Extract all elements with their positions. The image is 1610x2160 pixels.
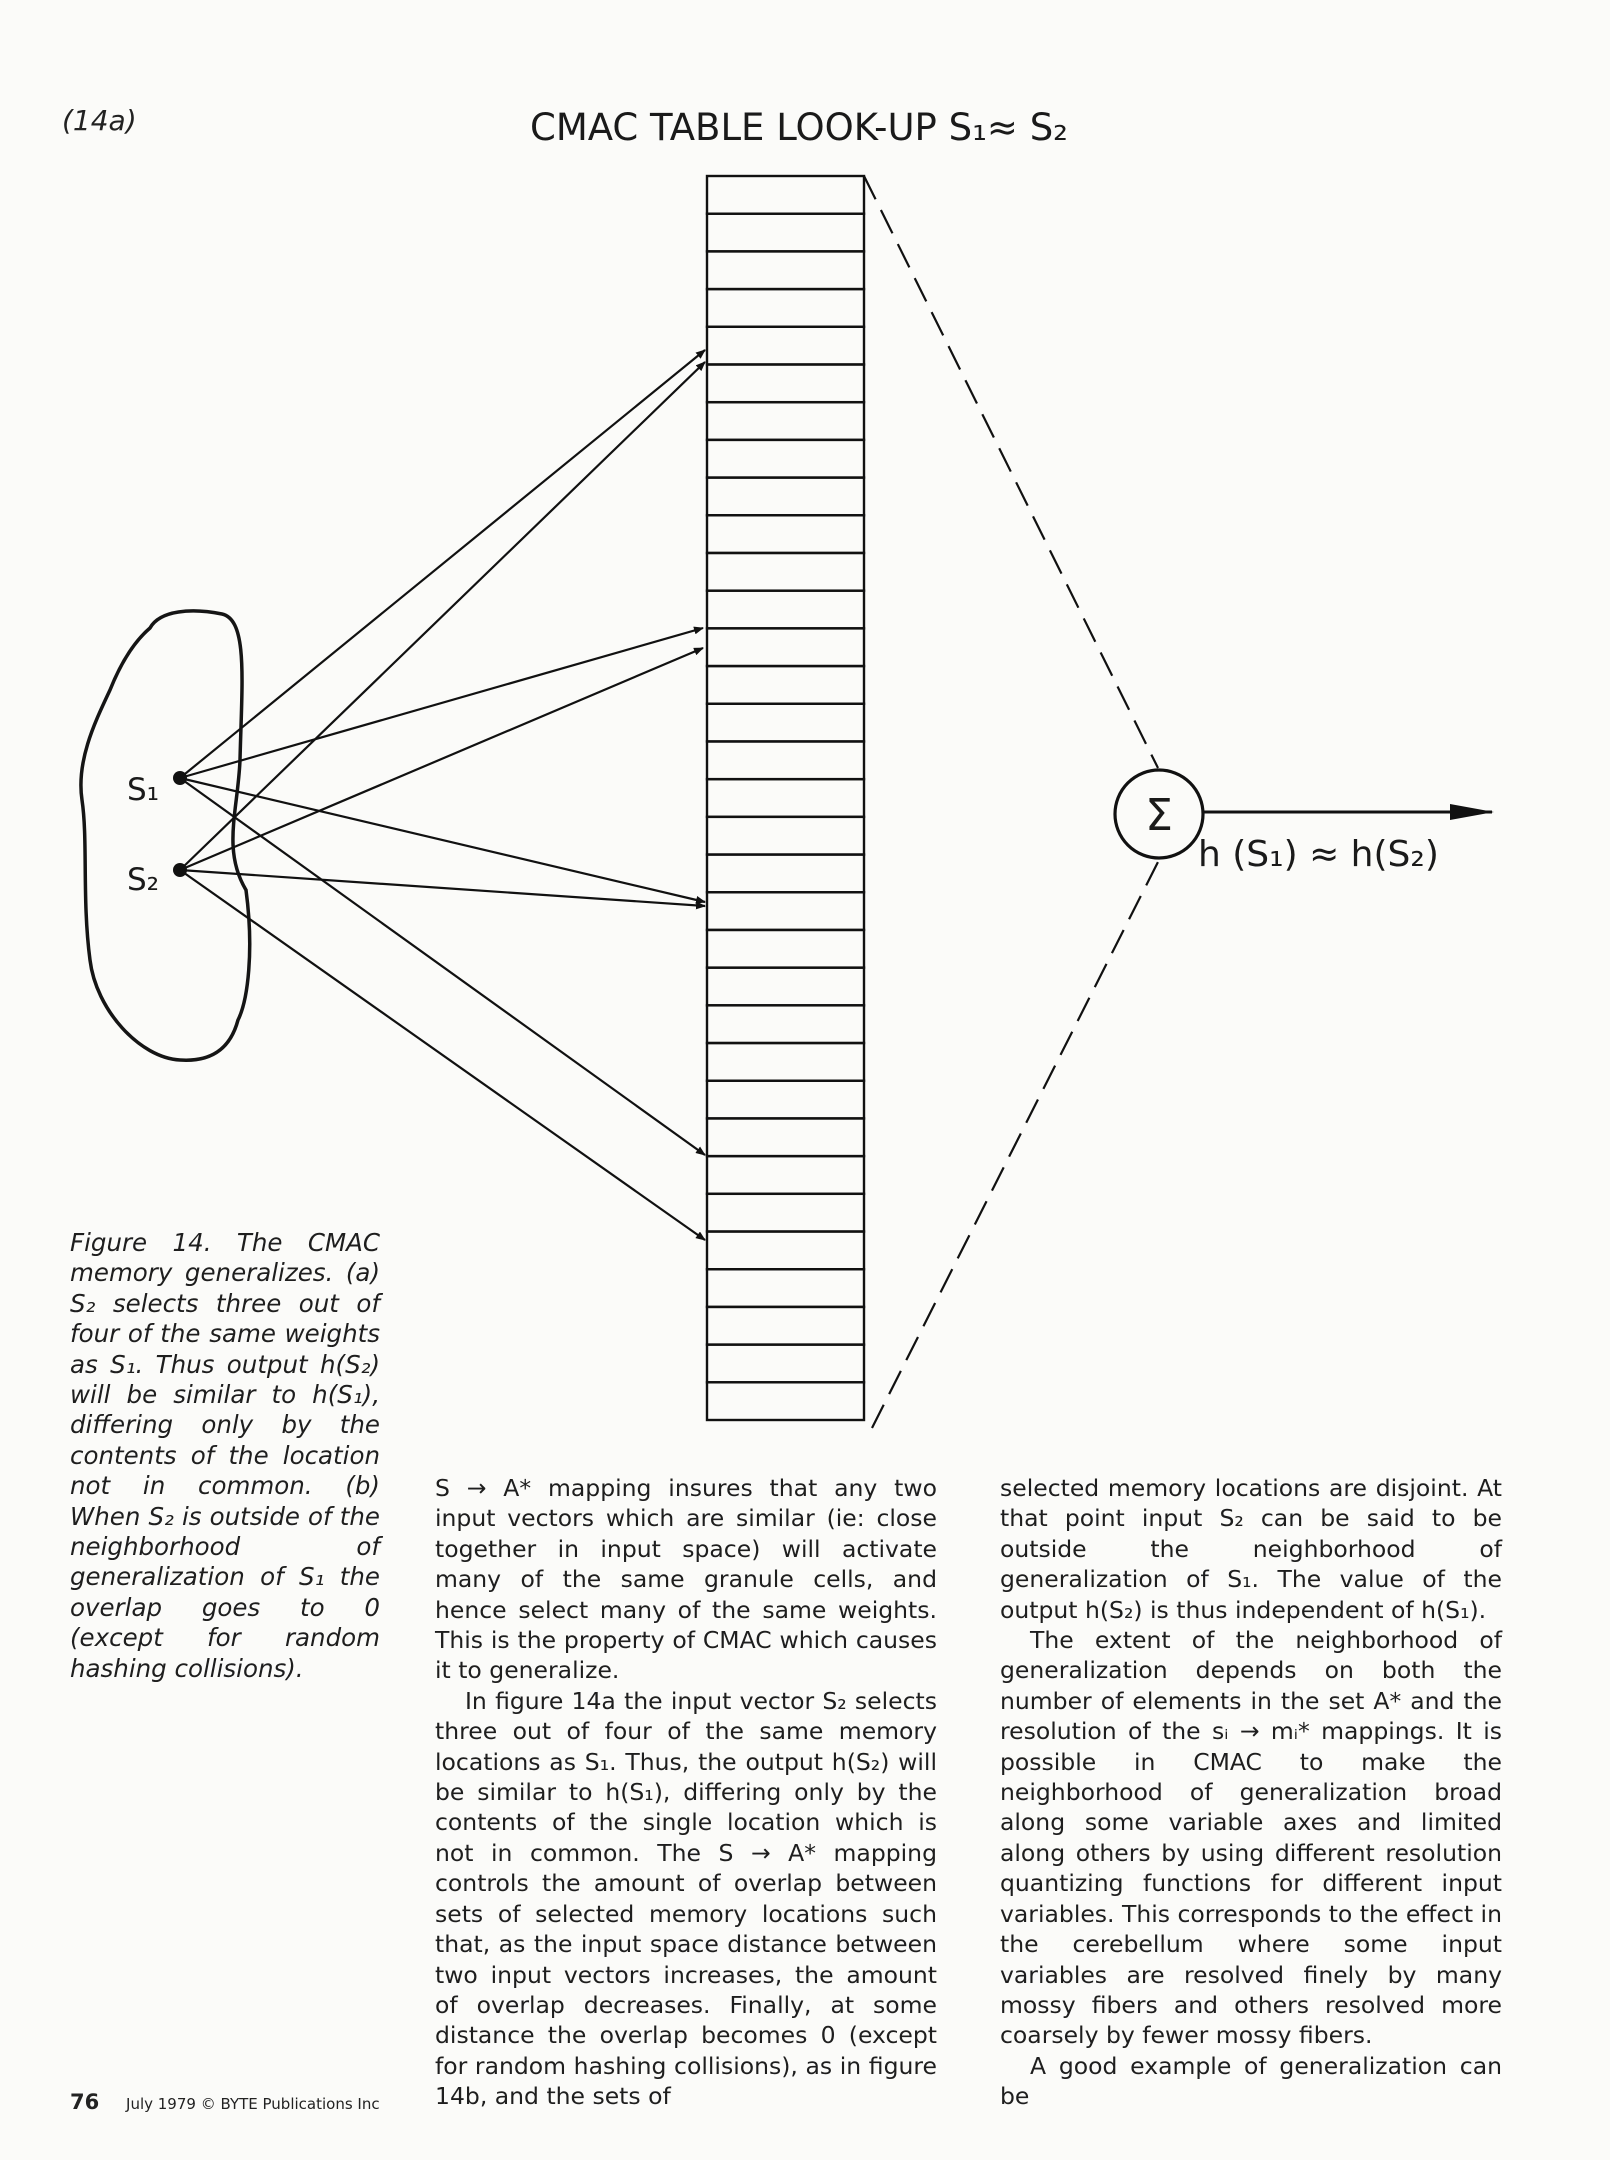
- sigma-symbol: Σ: [1145, 790, 1173, 841]
- memory-cell: [707, 817, 864, 855]
- converge-line-bottom: [872, 858, 1160, 1428]
- body-column-middle: [435, 1473, 937, 2112]
- middle-paragraph-2: In figure 14a the input vector S₂ selects three out of four of the same memory locations as S₁. Thus, the output h(S₂) will be similar to h(S₁), differing only by the contents of the single location which is not in common. The S → A* mapping controls the amount of overlap between sets of selected memory locations such that, as the input space distance between two input vectors increases, the amount of overlap decreases. Finally, at some distance the overlap becomes 0 (except for random hashing collisions), as in figure 14b, and the sets of: [435, 1686, 937, 2111]
- right-paragraph-3: A good example of generalization can be: [1000, 2051, 1502, 2111]
- s2-arrow-1: [180, 362, 705, 870]
- diagram-title: CMAC TABLE LOOK-UP S₁≈ S₂: [530, 106, 1069, 149]
- memory-cell: [707, 402, 864, 440]
- memory-cell: [707, 779, 864, 817]
- memory-cell: [707, 1345, 864, 1383]
- memory-cell: [707, 1005, 864, 1043]
- memory-cell: [707, 1307, 864, 1345]
- memory-cell: [707, 1118, 864, 1156]
- memory-cell: [707, 930, 864, 968]
- converge-line-top: [864, 176, 1158, 768]
- memory-cell: [707, 364, 864, 402]
- memory-cell: [707, 1156, 864, 1194]
- memory-cell: [707, 1382, 864, 1420]
- memory-cell: [707, 251, 864, 289]
- page-footer: [70, 2090, 380, 2114]
- s1-arrow-1: [180, 350, 705, 778]
- memory-cell: [707, 553, 864, 591]
- right-paragraph-1: selected memory locations are disjoint. At that point input S₂ can be said to be outside the neighborhood of generalization of S₁. The value of the output h(S₂) is thus independent of h(S₁).: [1000, 1474, 1502, 1624]
- s1-arrow-4: [180, 778, 705, 1155]
- memory-table: [707, 176, 864, 1420]
- page-number: 76: [70, 2090, 100, 2114]
- publication-credit: July 1979 © BYTE Publications Inc: [126, 2095, 380, 2113]
- input-label-s2: S₂: [127, 862, 160, 898]
- s1-weight-selections: [180, 350, 705, 1155]
- s2-weight-selections: [180, 362, 705, 1240]
- input-label-s1: S₁: [127, 772, 160, 808]
- memory-cell: [707, 440, 864, 478]
- middle-paragraph-1: S → A* mapping insures that any two input vectors which are similar (ie: close together in input space) will activate many of the same granule cells, and hence select many of the same weights. This is the property of CMAC which causes it to generalize.: [435, 1474, 937, 1685]
- memory-cell: [707, 1269, 864, 1307]
- memory-cell: [707, 704, 864, 742]
- memory-cell: [707, 591, 864, 629]
- memory-cell: [707, 1232, 864, 1270]
- memory-cell: [707, 327, 864, 365]
- memory-cell: [707, 176, 864, 214]
- s2-arrow-3: [180, 870, 705, 906]
- memory-cell: [707, 478, 864, 516]
- s2-arrow-4: [180, 870, 705, 1240]
- memory-cell: [707, 515, 864, 553]
- body-column-right: [1000, 1473, 1502, 2112]
- memory-cell: [707, 628, 864, 666]
- memory-cell: [707, 855, 864, 893]
- memory-cell: [707, 1081, 864, 1119]
- memory-cell: [707, 214, 864, 252]
- memory-cell: [707, 1194, 864, 1232]
- memory-cell: [707, 289, 864, 327]
- right-paragraph-2: The extent of the neighborhood of generalization depends on both the number of elements in the set A* and the resolution of the sᵢ → mᵢ* mappings. It is possible in CMAC to make the neighborhood of generalization broad along some variable axes and limited along others by using different resolution quantizing functions for different input variables. This corresponds to the effect in the cerebellum where some input variables are resolved finely by many mossy fibers and others resolved more coarsely by fewer mossy fibers.: [1000, 1626, 1502, 2050]
- figure-caption: Figure 14. The CMAC memory generalizes. (a) S₂ selects three out of four of the same weights as S₁. Thus output h(S₂) will be similar to h(S₁), differing only by the contents of the location not in common. (b) When S₂ is outside of the neighborhood of generalization of S₁ the overlap goes to 0 (except for random hashing collisions).: [70, 1228, 380, 1683]
- figure-label: (14a): [62, 104, 137, 137]
- memory-cell: [707, 666, 864, 704]
- memory-cell: [707, 1043, 864, 1081]
- output-label: h (S₁) ≈ h(S₂): [1198, 834, 1439, 875]
- input-space-region: [81, 611, 250, 1060]
- memory-cell: [707, 892, 864, 930]
- memory-cell: [707, 741, 864, 779]
- s2-arrow-2: [180, 648, 703, 870]
- memory-cell: [707, 968, 864, 1006]
- s1-arrow-2: [180, 628, 703, 778]
- s1-arrow-3: [180, 778, 705, 902]
